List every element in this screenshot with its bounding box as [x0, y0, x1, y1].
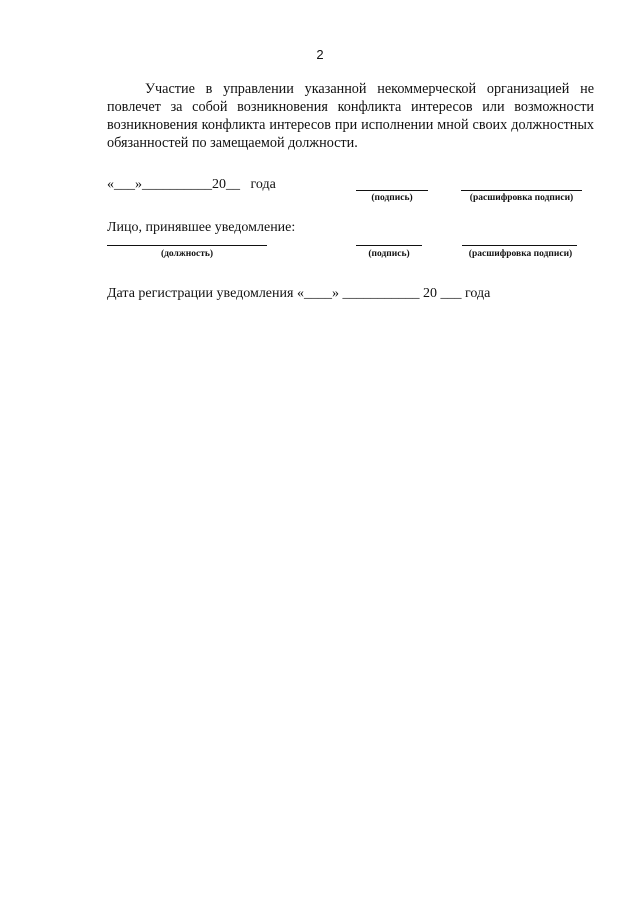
date-year-prefix: 20 — [212, 177, 226, 192]
body-paragraph — [107, 80, 594, 152]
signature-caption-1: (подпись) — [371, 193, 413, 203]
decoding-line-2 — [462, 245, 577, 246]
recipient-label: Лицо, принявшее уведомление: — [107, 220, 296, 235]
date-day-blank: ___ — [114, 177, 135, 192]
decoding-caption-2: (расшифровка подписи) — [468, 249, 573, 259]
page-number: 2 — [316, 47, 324, 62]
registration-label: Дата регистрации уведомления — [107, 286, 294, 301]
decoding-caption-1: (расшифровка подписи) — [469, 193, 574, 203]
registration-year-prefix: 20 — [422, 286, 437, 301]
signature-caption-2: (подпись) — [368, 249, 410, 259]
registration-close-quote: » — [331, 286, 339, 301]
signature-line-1 — [356, 190, 428, 191]
registration-month-blank: ___________ — [342, 286, 420, 301]
date-line — [107, 177, 276, 193]
registration-year-blank: ___ — [440, 286, 462, 301]
registration-open-quote: « — [296, 286, 304, 301]
date-open-quote: « — [107, 177, 114, 192]
position-line — [107, 245, 267, 246]
registration-day-blank: ____ — [303, 286, 332, 301]
position-caption: (должность) — [160, 249, 214, 259]
date-month-blank: __________ — [142, 177, 212, 192]
signature-line-2 — [356, 245, 422, 246]
body-text: Участие в управлении указанной некоммерческой организацией не повлечет за собой возникновения конфликта интересов или возможности возникновения конфликта интересов при исполнении мной своих должностных обязанностей по замещаемой должности. — [107, 81, 594, 151]
registration-line — [107, 286, 490, 302]
date-year-blank: __ — [226, 177, 240, 192]
registration-year-word: года — [464, 286, 491, 301]
date-year-word: года — [250, 177, 276, 192]
decoding-line-1 — [461, 190, 582, 191]
date-close-quote: » — [135, 177, 142, 192]
